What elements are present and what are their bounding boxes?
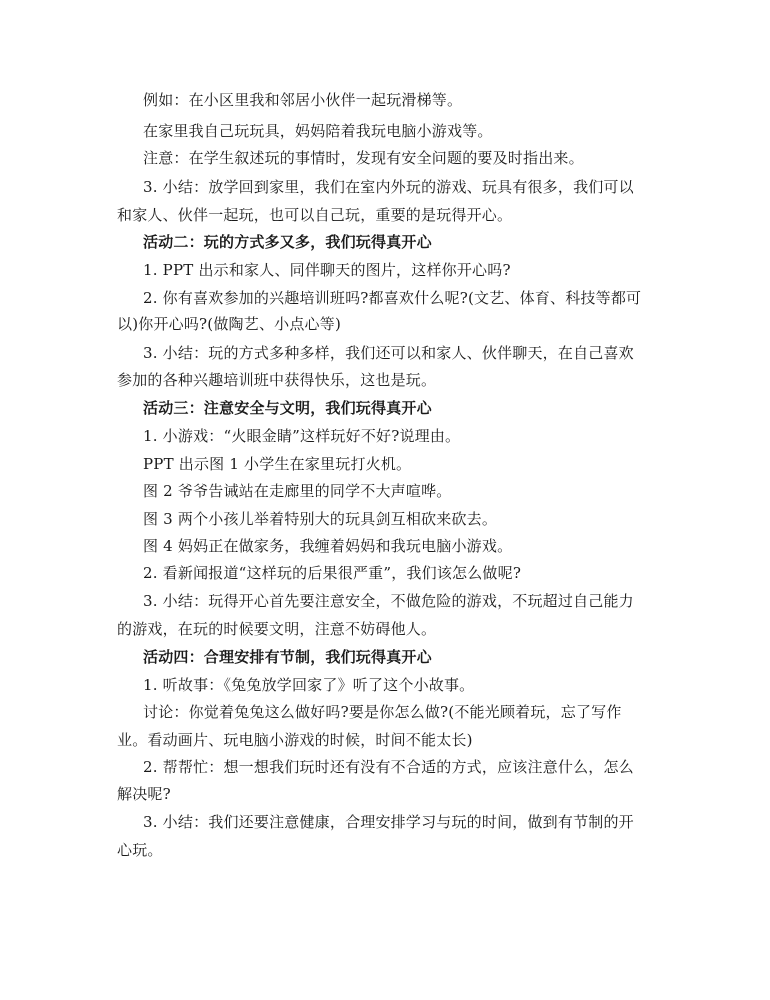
paragraph-line: 以)你开心吗?(做陶艺、小点心等) (117, 315, 341, 333)
paragraph-line: 3. 小结：放学回到家里，我们在室内外玩的游戏、玩具有很多，我们可以 (143, 178, 634, 196)
paragraph-line: 1. 听故事：《兔兔放学回家了》听了这个小故事。 (143, 676, 475, 694)
paragraph-line: 3. 小结：玩得开心首先要注意安全，不做危险的游戏，不玩超过自己能力 (143, 592, 634, 610)
paragraph-line: 1. PPT 出示和家人、同伴聊天的图片，这样你开心吗? (143, 261, 511, 279)
paragraph-line: 的游戏，在玩的时候要文明，注意不妨碍他人。 (117, 620, 437, 638)
paragraph-line: 和家人、伙伴一起玩，也可以自己玩，重要的是玩得开心。 (117, 206, 513, 224)
paragraph-line: 图 3 两个小孩儿举着特别大的玩具剑互相砍来砍去。 (143, 510, 498, 528)
paragraph-line: 图 4 妈妈正在做家务，我缠着妈妈和我玩电脑小游戏。 (143, 537, 513, 555)
paragraph-line: 参加的各种兴趣培训班中获得快乐，这也是玩。 (117, 371, 437, 389)
paragraph-line: 1. 小游戏：“火眼金睛”这样玩好不好?说理由。 (143, 427, 461, 445)
paragraph-line: 业。看动画片、玩电脑小游戏的时候，时间不能太长) (117, 731, 473, 749)
paragraph-line: 讨论：你觉着兔兔这么做好吗?要是你怎么做?(不能光顾着玩，忘了写作 (143, 703, 622, 721)
section-heading: 活动三：注意安全与文明，我们玩得真开心 (143, 399, 432, 417)
paragraph-line: 在家里我自己玩玩具，妈妈陪着我玩电脑小游戏等。 (143, 122, 493, 140)
paragraph-line: 2. 你有喜欢参加的兴趣培训班吗?都喜欢什么呢?(文艺、体育、科技等都可 (143, 289, 642, 307)
paragraph-line: 解决呢? (117, 785, 171, 803)
paragraph-line: 3. 小结：我们还要注意健康，合理安排学习与玩的时间，做到有节制的开 (143, 813, 634, 831)
paragraph-line: PPT 出示图 1 小学生在家里玩打火机。 (143, 455, 412, 473)
paragraph-line: 心玩。 (117, 841, 163, 859)
paragraph-line: 注意：在学生叙述玩的事情时，发现有安全问题的要及时指出来。 (143, 149, 584, 167)
section-heading: 活动二：玩的方式多又多，我们玩得真开心 (143, 233, 432, 251)
section-heading: 活动四：合理安排有节制，我们玩得真开心 (143, 648, 432, 666)
paragraph-line: 例如：在小区里我和邻居小伙伴一起玩滑梯等。 (143, 91, 463, 109)
paragraph-line: 2. 帮帮忙：想一想我们玩时还有没有不合适的方式，应该注意什么，怎么 (143, 758, 634, 776)
paragraph-line: 图 2 爷爷告诫站在走廊里的同学不大声喧哗。 (143, 482, 452, 500)
paragraph-line: 3. 小结：玩的方式多种多样，我们还可以和家人、伙伴聊天，在自己喜欢 (143, 344, 634, 362)
paragraph-line: 2. 看新闻报道“这样玩的后果很严重”，我们该怎么做呢? (143, 564, 522, 582)
